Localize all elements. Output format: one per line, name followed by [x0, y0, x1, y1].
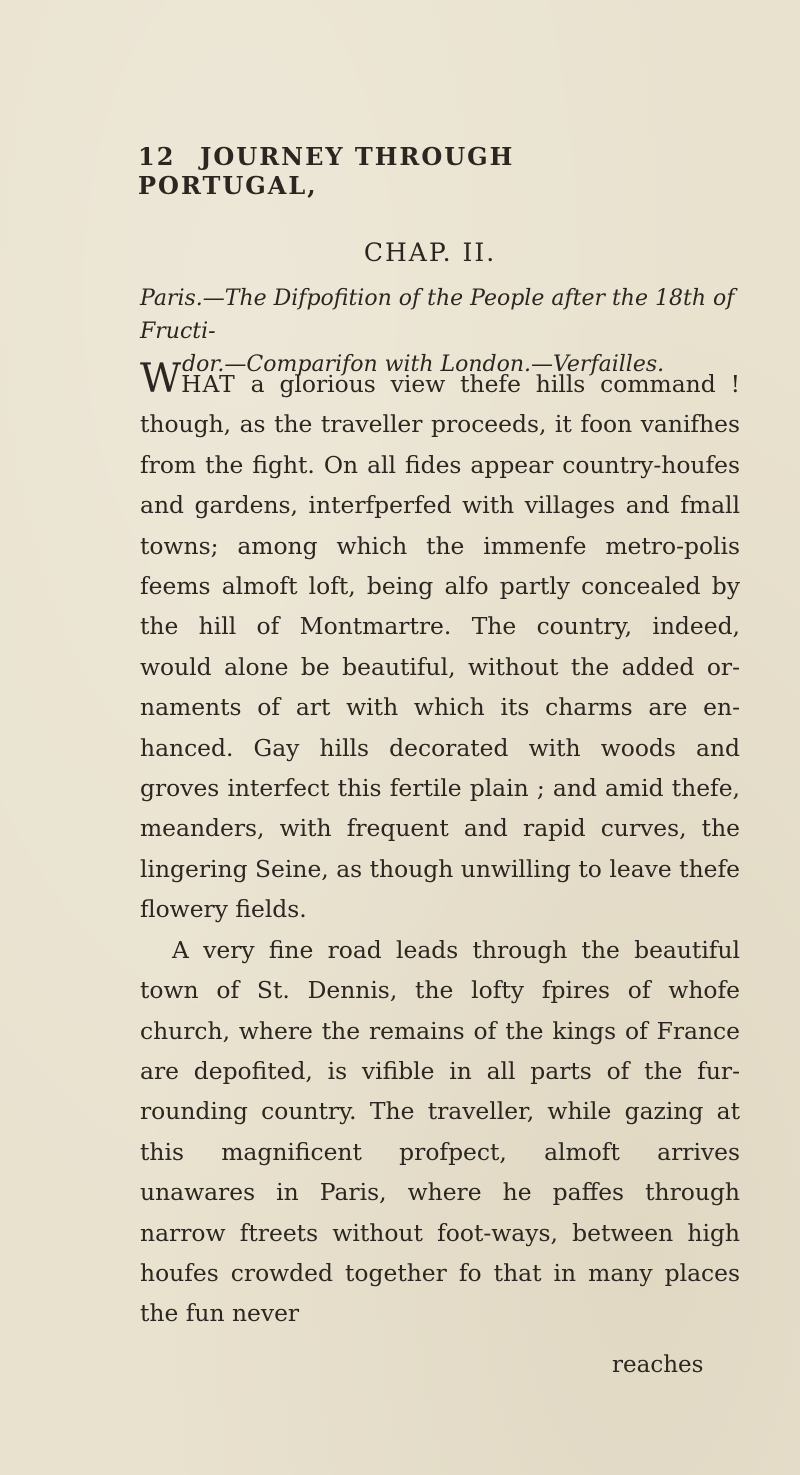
paragraph-1	[140, 356, 740, 930]
drop-cap: W	[140, 356, 182, 402]
chapter-summary-line-1: Paris.—The Difpofition of the People after the 18th of Fructi-	[140, 286, 735, 344]
running-head	[138, 142, 698, 200]
chapter-heading: CHAP. II.	[363, 238, 497, 267]
paragraph-1-text: a glorious view thefe hills command ! though, as the traveller proceeds, it foon vanifhes from the fight. On all fides appear country-houfes and gardens, interfperfed with villages and fmall towns; among which the immenfe metro-polis feems almoft loft, being alfo partly concealed by the hill of Montmartre. The country, indeed, would alone be beautiful, without the added or-naments of art with which its charms are en-hanced. Gay hills decorated with woods and groves interfect this fertile plain ; and amid thefe, meanders, with frequent and rapid curves, the lingering Seine, as though unwilling to leave thefe flowery fields.	[140, 370, 740, 924]
page-number: 12	[138, 142, 176, 171]
chapter-summary-line-2: dor.—Comparifon with London.—Verfailles.	[182, 352, 665, 377]
body-text	[140, 356, 740, 1334]
running-title: JOURNEY THROUGH PORTUGAL,	[138, 142, 515, 200]
paragraph-2: A very fine road leads through the beautiful town of St. Dennis, the lofty fpires of whofe church, where the remains of the kings of France are depofited, is vifible in all parts of the fur-rounding country. The traveller, while gazing at this magnificent profpect, almoft arrives unawares in Paris, where he paffes through narrow ftreets without foot-ways, between high houfes crowded together fo that in many places the fun never	[140, 935, 740, 1328]
opening-word-smallcaps: HAT	[181, 370, 236, 398]
catchword: reaches	[612, 1352, 704, 1378]
